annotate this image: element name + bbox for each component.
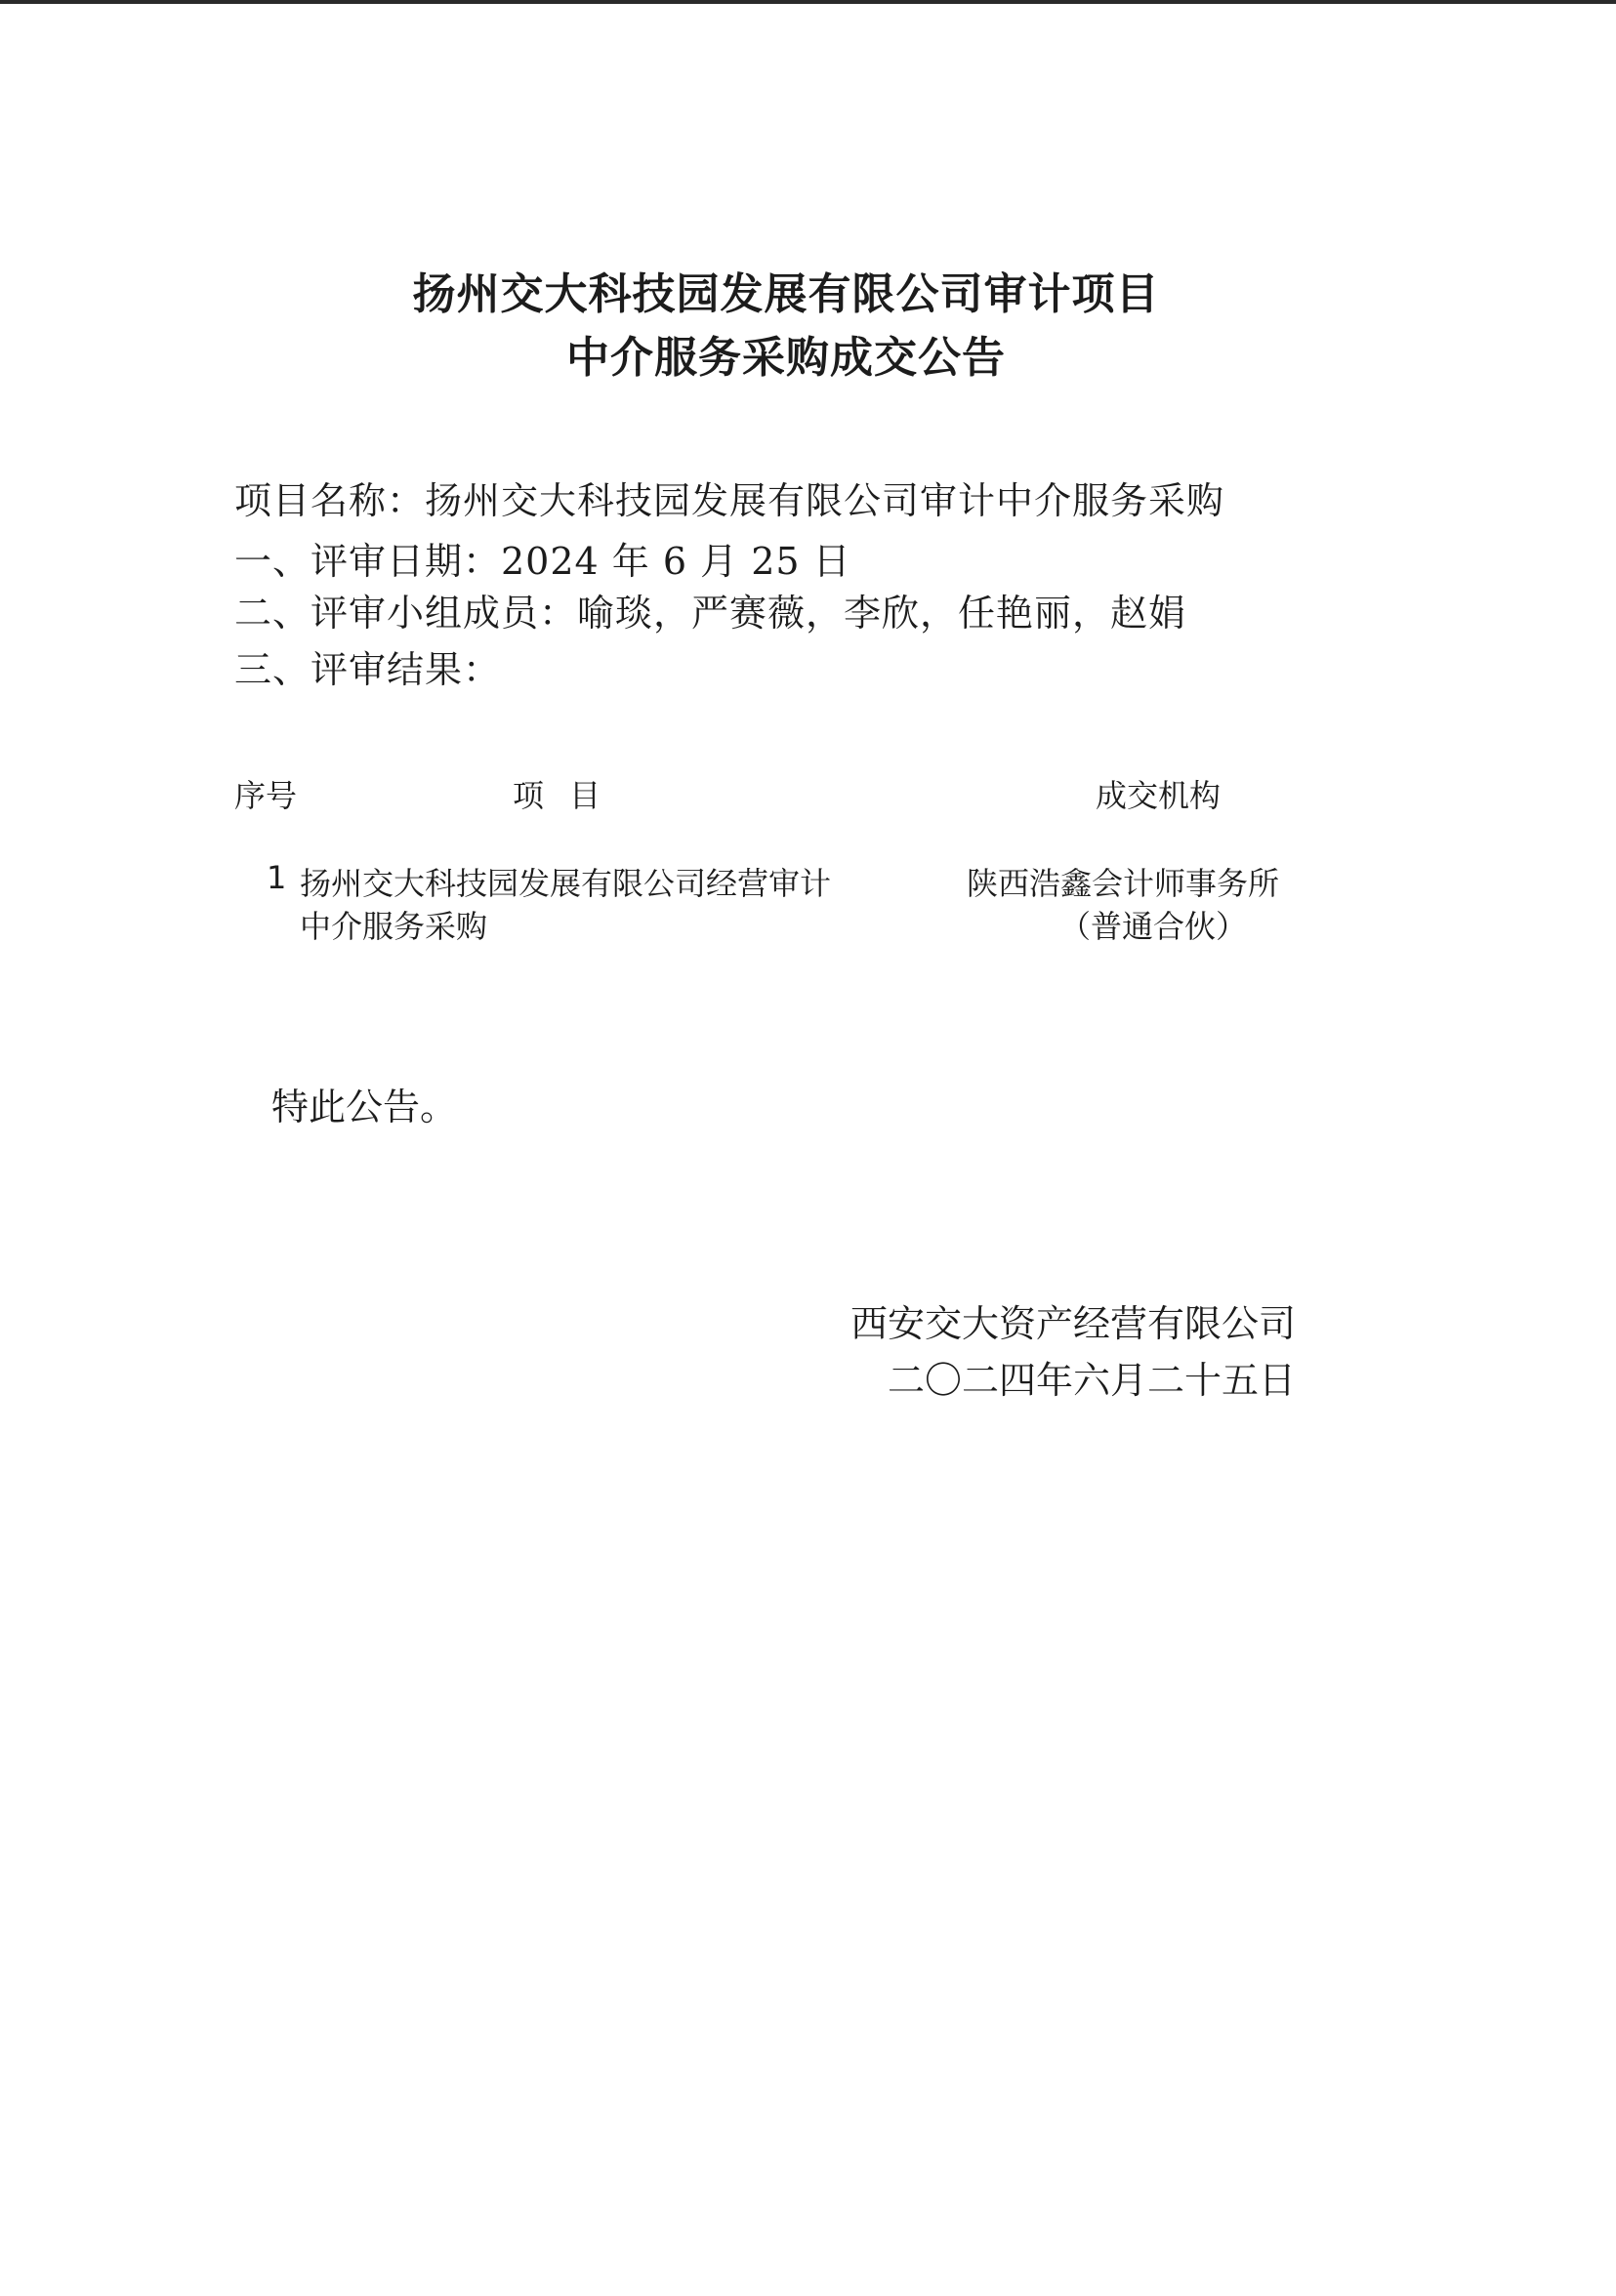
project-name-line: 项目名称：扬州交大科技园发展有限公司审计中介服务采购	[234, 479, 1225, 522]
row-seq: 1	[267, 859, 287, 896]
table-header-org: 成交机构	[1096, 777, 1222, 814]
row-org-line-2: （普通合伙）	[1059, 908, 1248, 945]
review-result-line: 三、评审结果：	[234, 648, 502, 691]
table-header-project: 项目	[513, 777, 627, 814]
title-line-1: 扬州交大科技园发展有限公司审计项目	[412, 269, 1160, 319]
signature-date: 二〇二四年六月二十五日	[887, 1359, 1296, 1402]
row-project-line-1: 扬州交大科技园发展有限公司经营审计	[300, 865, 832, 902]
review-date-line: 一、评审日期：2024 年 6 月 25 日	[234, 540, 851, 583]
table-header-seq: 序号	[234, 777, 298, 814]
title-line-2: 中介服务采购成交公告	[566, 333, 1006, 383]
review-panel-line: 二、评审小组成员：喻琰，严赛薇，李欣，任艳丽，赵娟	[234, 592, 1187, 635]
row-project-line-2: 中介服务采购	[300, 908, 488, 945]
closing-statement: 特此公告。	[271, 1086, 458, 1128]
row-org-line-1: 陕西浩鑫会计师事务所	[967, 865, 1280, 902]
signature-company: 西安交大资产经营有限公司	[849, 1302, 1296, 1345]
